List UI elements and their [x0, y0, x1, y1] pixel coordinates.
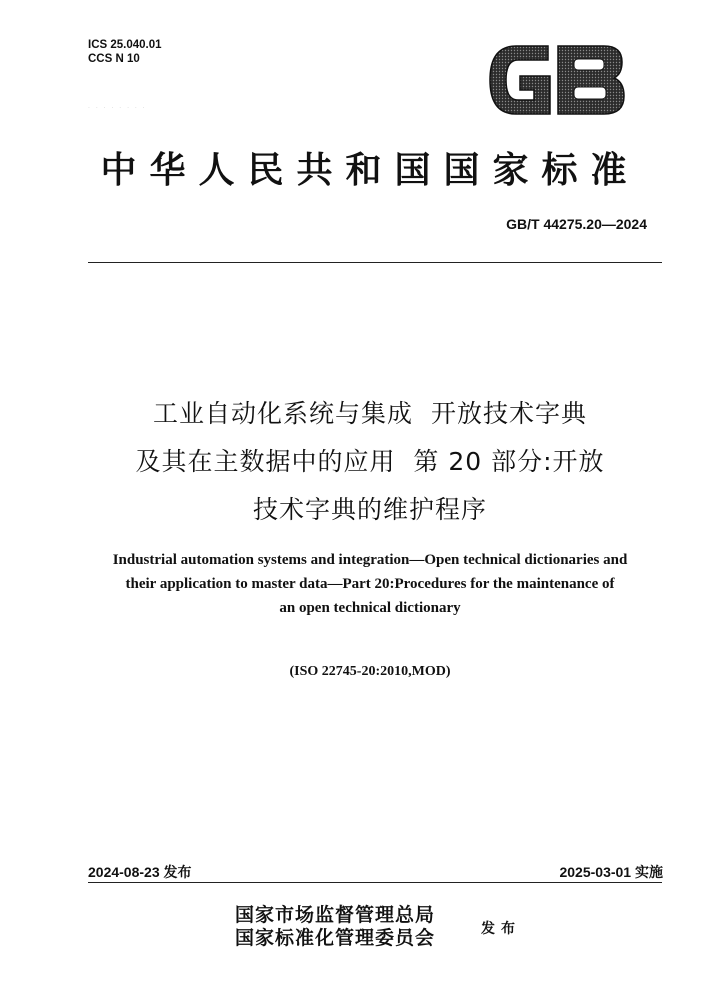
chinese-title-line: 技术字典的维护程序 — [252, 495, 487, 524]
chinese-title-line: 及其在主数据中的应用 第 20 部分:开放 — [135, 447, 605, 476]
chinese-title-line: 工业自动化系统与集成 开放技术字典 — [153, 399, 587, 428]
issue-word: 发布 — [481, 921, 521, 937]
gb-logo — [486, 40, 628, 120]
implementation-date: 2025-03-01 实施 — [559, 864, 663, 880]
release-date: 2024-08-23 发布 — [88, 864, 192, 880]
english-title-line: their application to master data—Part 20:Procedures for the maintenance of — [125, 576, 615, 592]
chinese-title — [60, 390, 680, 534]
english-title-line: Industrial automation systems and integration—Open technical dictionaries and — [112, 552, 628, 568]
english-title — [60, 548, 680, 620]
issuing-authorities — [235, 904, 435, 950]
ccs-code: CCS N 10 — [88, 53, 140, 65]
header-rule — [88, 262, 662, 263]
classification-codes — [88, 38, 162, 66]
issuer-samr: 国家市场监督管理总局 — [235, 904, 436, 926]
national-standard-title: 中华人民共和国国家标准 — [100, 149, 640, 191]
adoption-reference: (ISO 22745-20:2010,MOD) — [289, 664, 451, 679]
standard-number: GB/T 44275.20—2024 — [506, 216, 647, 232]
issuer-sac: 国家标准化管理委员会 — [235, 927, 436, 949]
faint-mark: · · · · · · · · — [88, 105, 147, 112]
english-title-line: an open technical dictionary — [279, 600, 461, 616]
ics-code: ICS 25.040.01 — [88, 39, 162, 51]
footer-rule — [88, 882, 662, 883]
